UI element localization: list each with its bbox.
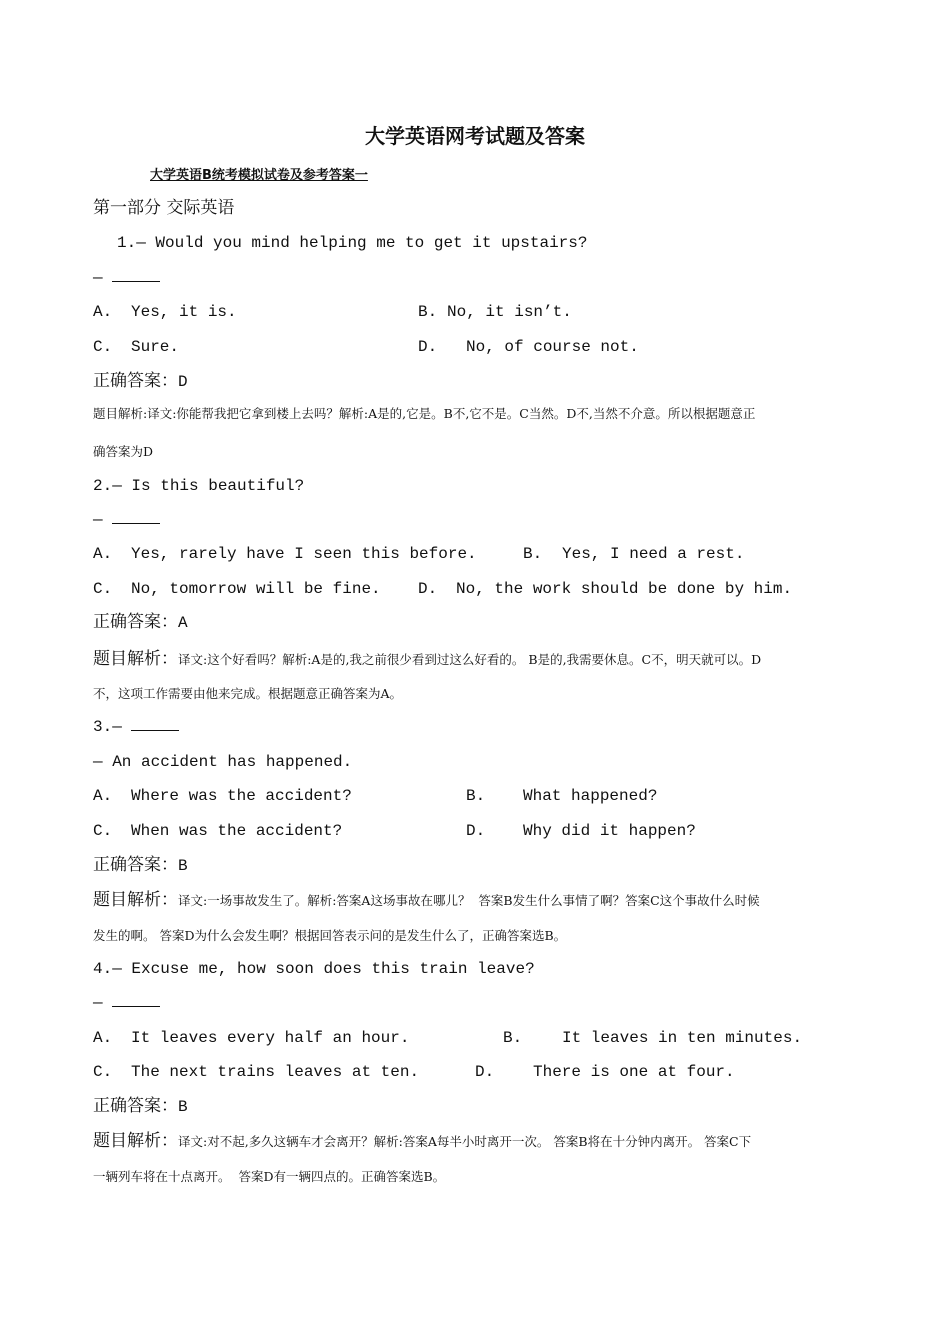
analysis-text: 题目解析：译文:这个好看吗？解析:A是的,我之前很少看到过这么好看的。 B是的,我需要休息。C不，明天就可以。D <box>93 649 762 669</box>
option-text: No, it isn’t. <box>447 303 572 321</box>
option-text: No, tomorrow will be fine. <box>131 580 381 598</box>
document-subtitle: 大学英语B统考模拟试卷及参考答案一 <box>150 168 368 183</box>
option-label: A. <box>93 545 113 563</box>
option-text: There is one at four. <box>533 1063 735 1081</box>
correct-answer: 正确答案：D <box>93 371 188 391</box>
question-2-reply: — <box>93 510 160 530</box>
option-text: Where was the accident? <box>131 787 352 805</box>
question-1-prompt: 1.— Would you mind helping me to get it upstairs? <box>117 234 588 252</box>
analysis-text: 发生的啊。 答案D为什么会发生啊？根据回答表示问的是发生什么了，正确答案选B。 <box>93 928 567 943</box>
option-text: Yes, it is. <box>131 303 237 321</box>
section-heading: 第一部分 交际英语 <box>93 198 235 218</box>
option-label: D. <box>475 1063 495 1081</box>
analysis-text: 不，这项工作需要由他来完成。根据题意正确答案为A。 <box>93 686 403 701</box>
analysis-text: 题目解析：译文:对不起,多久这辆车才会离开？解析:答案A每半小时离开一次。 答案B将在十分钟内离开。 答案C下 <box>93 1131 752 1151</box>
document-title: 大学英语网考试题及答案 <box>365 124 585 148</box>
option-text: Yes, rarely have I seen this before. <box>131 545 477 563</box>
option-label: A. <box>93 1029 113 1047</box>
option-label: C. <box>93 338 113 356</box>
option-label: B. <box>503 1029 523 1047</box>
option-text: What happened? <box>523 787 658 805</box>
option-text: No, the work should be done by him. <box>456 580 793 598</box>
analysis-text: 题目解析:译文:你能帮我把它拿到楼上去吗？解析:A是的,它是。B不,它不是。C当然。D不,当然不介意。所以根据题意正 <box>93 406 756 421</box>
option-text: Yes, I need a rest. <box>562 545 745 563</box>
option-label: A. <box>93 303 113 321</box>
option-label: B. <box>523 545 543 563</box>
option-label: A. <box>93 787 113 805</box>
option-text: It leaves every half an hour. <box>131 1029 410 1047</box>
option-label: B. <box>418 303 438 321</box>
option-label: C. <box>93 822 113 840</box>
option-text: It leaves in ten minutes. <box>562 1029 803 1047</box>
analysis-text: 确答案为D <box>93 444 154 459</box>
analysis-text: 题目解析：译文:一场事故发生了。解析:答案A这场事故在哪儿？ 答案B发生什么事情了啊？答案C这个事故什么时候 <box>93 890 760 910</box>
option-label: D. <box>466 822 486 840</box>
question-4-prompt: 4.— Excuse me, how soon does this train leave? <box>93 960 535 978</box>
question-4-reply: — <box>93 993 160 1013</box>
correct-answer: 正确答案：B <box>93 1096 188 1116</box>
question-1-reply: — <box>93 268 160 288</box>
question-2-prompt: 2.— Is this beautiful? <box>93 477 305 495</box>
option-label: B. <box>466 787 486 805</box>
question-3-prompt: 3.— <box>93 717 179 737</box>
option-text: Why did it happen? <box>523 822 696 840</box>
correct-answer: 正确答案：B <box>93 855 188 875</box>
option-text: Sure. <box>131 338 180 356</box>
option-label: C. <box>93 580 113 598</box>
question-3-reply: — An accident has happened. <box>93 753 353 771</box>
option-text: No, of course not. <box>466 338 639 356</box>
option-text: The next trains leaves at ten. <box>131 1063 420 1081</box>
correct-answer: 正确答案：A <box>93 612 188 632</box>
analysis-text: 一辆列车将在十点离开。 答案D有一辆四点的。正确答案选B。 <box>93 1169 446 1184</box>
option-label: D. <box>418 338 438 356</box>
option-label: C. <box>93 1063 113 1081</box>
option-text: When was the accident? <box>131 822 343 840</box>
option-label: D. <box>418 580 438 598</box>
